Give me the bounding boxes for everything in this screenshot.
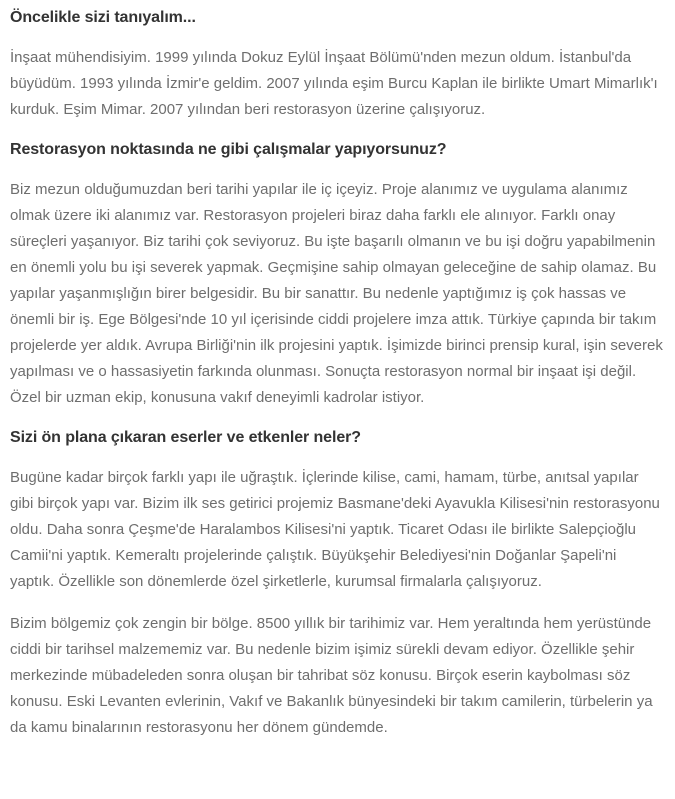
paragraph: Bugüne kadar birçok farklı yapı ile uğraştık. İçlerinde kilise, cami, hamam, türbe, anıtsal yapılar gibi birçok yapı var. Bizim ilk ses getirici projemiz Basmane'deki Ayavukla Kilisesi'nin restorasyonu oldu. Daha sonra Çeşme'de Haralambos Kilisesi'ni yaptık. Ticaret Odası ile birlikte Salepçioğlu Camii'ni yaptık. Kemeraltı projelerinde çalıştık. Büyükşehir Belediyesi'nin Doğanlar Şapeli'ni yaptık. Özellikle son dönemlerde özel şirketlerle, kurumsal firmalarla çalışıyoruz. bbox=[10, 469, 660, 590]
section-heading: Öncelikle sizi tanıyalım... bbox=[10, 9, 196, 26]
paragraph: İnşaat mühendisiyim. 1999 yılında Dokuz Eylül İnşaat Bölümü'nden mezun oldum. İstanbul'da büyüdüm. 1993 yılında İzmir'e geldim. 2007 yılında eşim Burcu Kaplan ile birlikte Umart Mimarlık'ı kurduk. Eşim Mimar. 2007 yılından beri restorasyon üzerine çalışıyoruz. bbox=[10, 49, 658, 118]
section-heading: Sizi ön plana çıkaran eserler ve etkenler neler? bbox=[10, 429, 361, 446]
section-heading: Restorasyon noktasında ne gibi çalışmalar yapıyorsunuz? bbox=[10, 141, 447, 158]
paragraph: Bizim bölgemiz çok zengin bir bölge. 8500 yıllık bir tarihimiz var. Hem yeraltında hem yerüstünde ciddi bir tarihsel malzememiz var. Bu nedenle bizim işimiz sürekli devam ediyor. Özellikle şehir merkezinde mübadeleden sonra oluşan bir tahribat söz konusu. Birçok eserin kaybolması söz konusu. Eski Levanten evlerinin, Vakıf ve Bakanlık bünyesindeki bir takım camilerin, türbelerin ya da kamu binalarının restorasyonu her dönem gündemde. bbox=[10, 615, 653, 736]
paragraph: Biz mezun olduğumuzdan beri tarihi yapılar ile iç içeyiz. Proje alanımız ve uygulama alanımız olmak üzere iki alanımız var. Restorasyon projeleri biraz daha farklı ele alınıyor. Farklı onay süreçleri yaşanıyor. Biz tarihi çok seviyoruz. Bu işte başarılı olmanın ve bu işi doğru yapabilmenin en önemli yolu bu işi severek yapmak. Geçmişine sahip olmayan geleceğine de sahip olamaz. Bu yapılar yaşanmışlığın birer belgesidir. Bu bir sanattır. Bu nedenle yaptığımız iş çok hassas ve önemli bir iş. Ege Bölgesi'nde 10 yıl içerisinde ciddi projelere imza attık. Türkiye çapında bir takım projelerde yer aldık. Avrupa Birliği'nin ilk projesini yaptık. İşimizde birinci prensip kural, işin severek yapılması ve o hassasiyetin farkında olunması. Sonuçta restorasyon normal bir inşaat işi değil. Özel bir uzman ekip, konusuna vakıf deneyimli kadrolar istiyor. bbox=[10, 181, 663, 406]
